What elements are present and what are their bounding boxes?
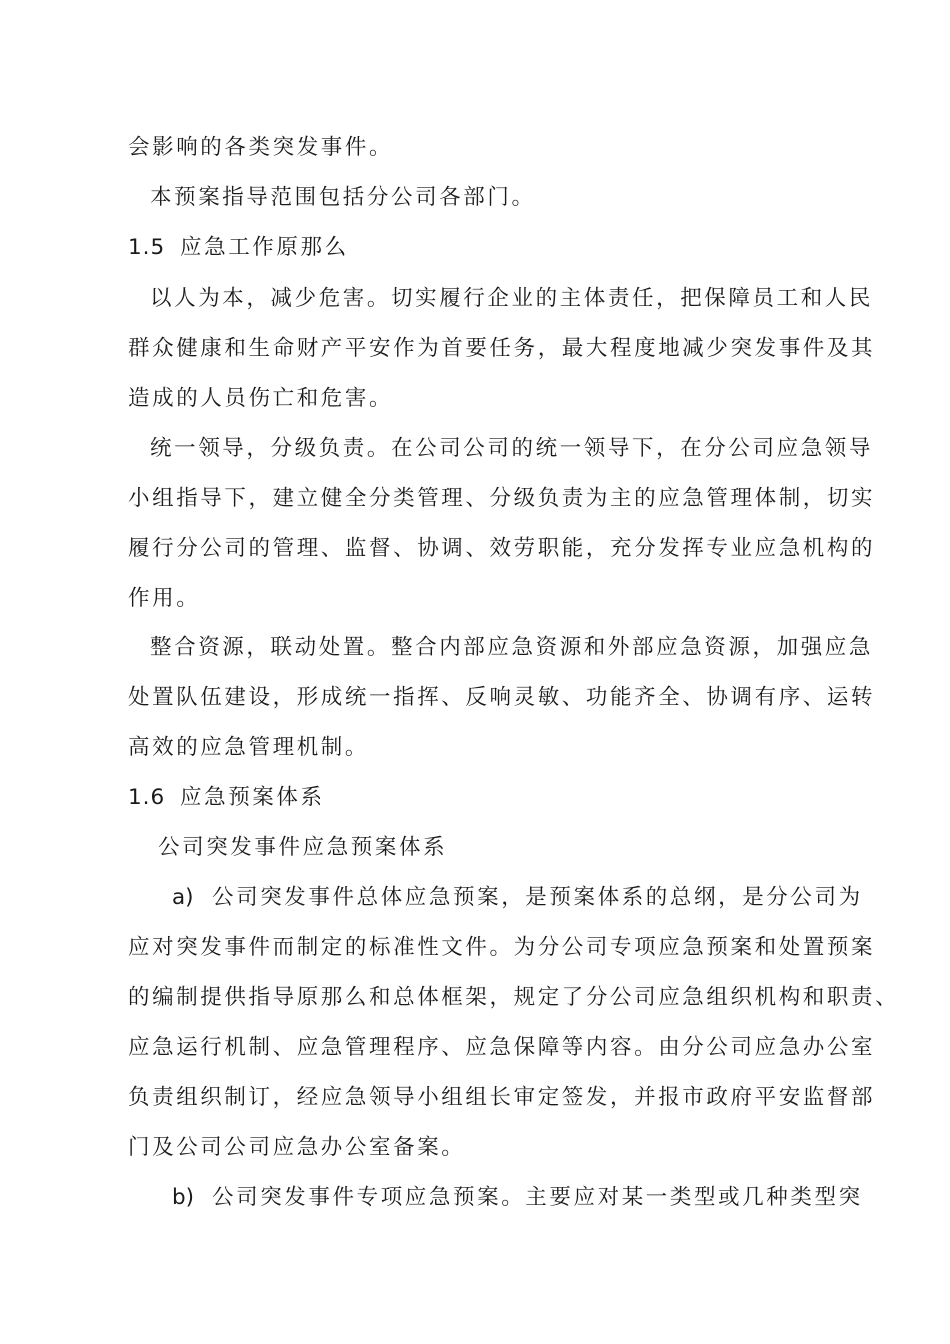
list-marker: a) (172, 885, 194, 910)
paragraph-line: 群众健康和生命财产平安作为首要任务，最大程度地减少突发事件及其 (128, 336, 876, 361)
paragraph-line: 履行分公司的管理、监督、协调、效劳职能，充分发挥专业应急机构的 (128, 536, 876, 561)
paragraph-line: 门及公司公司应急办公室备案。 (128, 1135, 466, 1160)
section-title: 应急预案体系 (180, 785, 325, 810)
subheading-line: 公司突发事件应急预案体系 (158, 835, 448, 860)
section-heading-1-6 (128, 783, 325, 813)
paragraph-line: 统一领导，分级负责。在公司公司的统一领导下，在分公司应急领导 (150, 436, 874, 461)
section-title: 应急工作原那么 (180, 235, 349, 260)
list-item-a (172, 883, 863, 913)
list-marker: b) (172, 1185, 195, 1210)
paragraph-line: 应对突发事件而制定的标准性文件。为分公司专项应急预案和处置预案 (128, 935, 876, 960)
paragraph-line: 高效的应急管理机制。 (128, 735, 370, 760)
list-item-text: 公司突发事件专项应急预案。主要应对某一类型或几种类型突 (212, 1185, 863, 1210)
paragraph-line: 造成的人员伤亡和危害。 (128, 386, 394, 411)
paragraph-line: 的编制提供指导原那么和总体框架，规定了分公司应急组织机构和职责、 (128, 985, 900, 1010)
section-number: 1.5 (128, 235, 166, 260)
section-heading-1-5 (128, 233, 349, 263)
list-item-text: 公司突发事件总体应急预案，是预案体系的总纲，是分公司为 (212, 885, 863, 910)
paragraph-line: 会影响的各类突发事件。 (128, 135, 394, 160)
paragraph-line: 整合资源，联动处置。整合内部应急资源和外部应急资源，加强应急 (150, 635, 874, 660)
section-number: 1.6 (128, 785, 166, 810)
list-item-b (172, 1183, 863, 1213)
paragraph-line: 负责组织制订，经应急领导小组组长审定签发，并报市政府平安监督部 (128, 1085, 876, 1110)
paragraph-line: 本预案指导范围包括分公司各部门。 (150, 185, 536, 210)
paragraph-line: 以人为本，减少危害。切实履行企业的主体责任，把保障员工和人民 (150, 286, 874, 311)
paragraph-line: 应急运行机制、应急管理程序、应急保障等内容。由分公司应急办公室 (128, 1035, 876, 1060)
paragraph-line: 小组指导下，建立健全分类管理、分级负责为主的应急管理体制，切实 (128, 486, 876, 511)
paragraph-line: 作用。 (128, 586, 201, 611)
paragraph-line: 处置队伍建设，形成统一指挥、反响灵敏、功能齐全、协调有序、运转 (128, 685, 876, 710)
